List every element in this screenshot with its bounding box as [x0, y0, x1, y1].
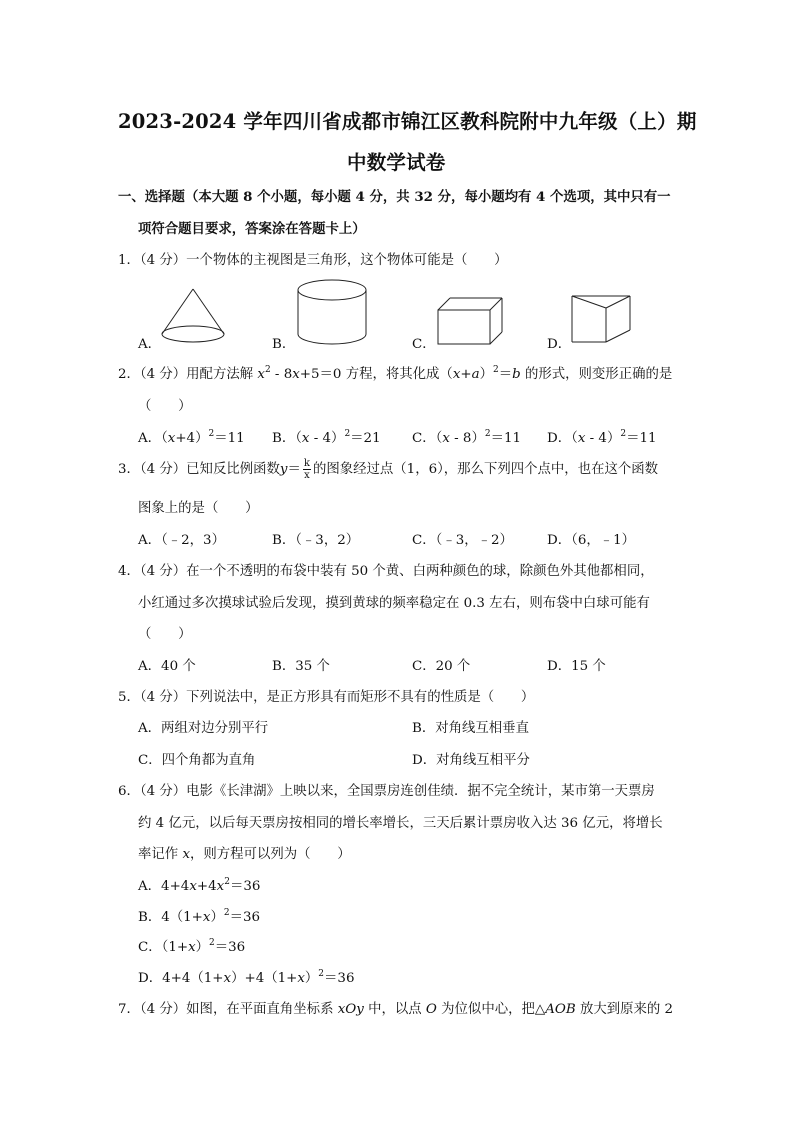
cone-icon — [158, 287, 228, 347]
q4-option-c: C．20 个 — [412, 659, 471, 674]
question-7-text: 7．（4 分）如图，在平面直角坐标系 xOy 中，以点 O 为位似中心，把△AOB 放大到原来的 2 — [118, 1002, 674, 1017]
q3-option-b: B．（﹣3，2） — [272, 533, 360, 548]
section-heading-line2: 项符合题目要求，答案涂在答题卡上） — [138, 221, 366, 237]
cylinder-icon — [296, 278, 368, 350]
q4-option-a: A．40 个 — [138, 659, 196, 674]
q2-option-a: A．$(x+4)^2=11$ — [138, 429, 245, 446]
q6-option-c: C．$(1+x)^2=36$ — [138, 938, 246, 955]
question-1-text: 1．（4 分）一个物体的主视图是三角形，这个物体可能是（ ） — [118, 253, 508, 268]
q3-option-c: C．（﹣3，﹣2） — [412, 533, 513, 548]
q1-option-a-label: A． — [138, 337, 162, 352]
q2-option-d: D．（x - 4）$^2$＝11 — [547, 429, 657, 446]
q6-option-d: D．$4+4(1+x)+4(1+x)^2=36$ — [138, 969, 355, 986]
q3-option-a: A．（﹣2，3） — [138, 533, 225, 548]
question-4-text-line2: 小红通过多次摸球试验后发现，摸到黄球的频率稳定在 0.3 左右，则布袋中白球可能有 — [138, 596, 650, 611]
page-title-line2: 中数学试卷 — [347, 151, 446, 174]
section-heading-line1: 一、选择题（本大题 8 个小题，每小题 4 分，共 32 分，每小题均有 4 个选项，其中只有一 — [118, 189, 671, 205]
q2-option-c: C．（x - 8）$^2$＝11 — [412, 429, 522, 446]
question-4-text-line1: 4．（4 分）在一个不透明的布袋中装有 50 个黄、白两种颜色的球，除颜色外其他都相同， — [118, 564, 654, 579]
question-2-text: 2．（4 分）用配方法解 $x^2 - 8x+5=0$ 方程，将其化成$(x+a)^2=b$ 的形式，则变形正确的是 — [118, 365, 673, 382]
triangular-prism-icon — [570, 294, 634, 348]
question-6-text-line2: 约 4 亿元，以后每天票房按相同的增长率增长，三天后累计票房收入达 36 亿元，将增长 — [138, 816, 663, 831]
fraction-k-over-x: $\frac{k}{x}$ — [303, 458, 310, 481]
q5-option-b: B．对角线互相垂直 — [412, 721, 529, 736]
q1-option-d-label: D． — [547, 337, 572, 352]
q6-option-a: A．$4+4x+4x^2=36$ — [138, 877, 261, 894]
q1-option-c-label: C． — [412, 337, 436, 352]
cuboid-icon — [436, 296, 504, 348]
page-title-line1: 2023-2024 学年四川省成都市锦江区教科院附中九年级（上）期 — [118, 110, 697, 133]
q4-option-d: D．15 个 — [547, 659, 606, 674]
question-3-text: 3．（4 分）已知反比例函数y＝ $\frac{k}{x}$ 的图象经过点（1，6），那么下列四个点中，也在这个函数 — [118, 458, 659, 481]
q5-option-a: A．两组对边分别平行 — [138, 721, 269, 736]
q4-option-b: B．35 个 — [272, 659, 330, 674]
question-5-text: 5．（4 分）下列说法中，是正方形具有而矩形不具有的性质是（ ） — [118, 690, 535, 705]
question-2-blank: （ ） — [138, 399, 192, 414]
q6-option-b: B．$4(1+x)^2=36$ — [138, 908, 261, 925]
q2-option-b: B．（x - 4）$^2$＝21 — [272, 429, 381, 446]
q5-option-c: C．四个角都为直角 — [138, 753, 256, 768]
q1-option-b-label: B． — [272, 337, 296, 352]
q5-option-d: D．对角线互相平分 — [412, 753, 530, 768]
question-3-text-line2: 图象上的是（ ） — [138, 501, 259, 516]
q3-option-d: D．（6，﹣1） — [547, 533, 636, 548]
question-6-text-line1: 6．（4 分）电影《长津湖》上映以来，全国票房连创佳绩．据不完全统计，某市第一天票房 — [118, 784, 655, 799]
question-4-blank: （ ） — [138, 627, 192, 642]
question-6-text-line3: 率记作 x，则方程可以列为（ ） — [138, 847, 351, 862]
